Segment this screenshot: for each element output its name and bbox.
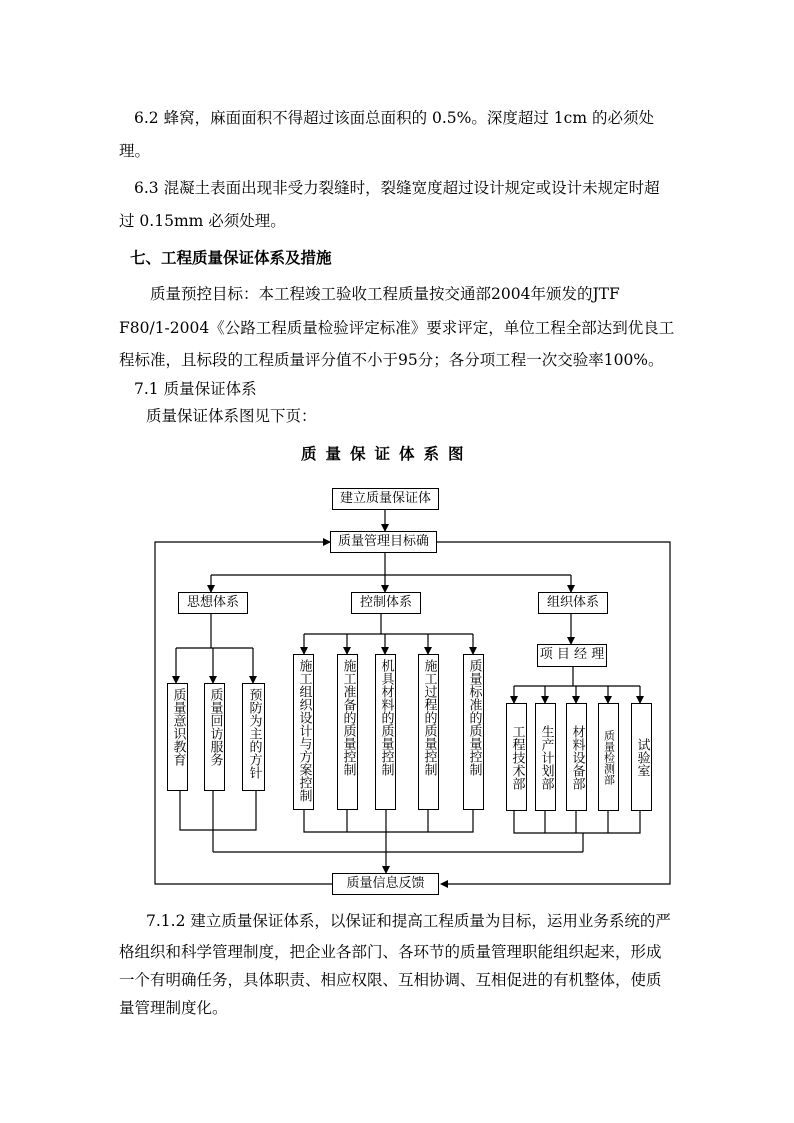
box-org-system: 组织体系 [538,592,608,614]
box-engineering-dept: 工程技术部 [506,703,527,811]
diagram-title: 质量保证体系图 [301,445,473,463]
para-6-3-line2: 过 0.15mm 必须处理。 [119,212,286,230]
box-quality-target: 质量管理目标确 [330,531,437,553]
quality-goal-line1: 质量预控目标：本工程竣工验收工程质量按交通部2004年颁发的JTF [150,285,620,303]
box-quality-return-visit: 质量回访服务 [204,683,225,791]
box-establish-system: 建立质量保证体 [332,488,439,510]
box-material-equipment-dept: 材料设备部 [566,703,587,811]
box-equipment-material-control: 机具材料的质量控制 [375,654,396,810]
box-prevention-first: 预防为主的方针 [242,683,265,791]
box-laboratory: 试验室 [631,703,652,811]
section-7-1-2-line3: 一个有明确任务，具体职责、相应权限、互相协调、互相促进的有机整体，使质 [119,971,662,989]
quality-goal-line2: F80/1-2004《公路工程质量检验评定标准》要求评定，单位工程全部达到优良工 [119,319,675,337]
para-6-2-line2: 理。 [119,142,151,160]
box-construction-process-control: 施工过程的质量控制 [418,654,439,810]
para-6-3-line1: 6.3 混凝土表面出现非受力裂缝时，裂缝宽度超过设计规定或设计未规定时超 [134,179,660,197]
box-construction-prep-control: 施工准备的质量控制 [337,654,358,810]
box-quality-awareness-education: 质量意识教育 [167,683,188,791]
box-production-planning-dept: 生产计划部 [535,703,556,811]
box-thought-system: 思想体系 [178,592,248,614]
box-quality-standard-control: 质量标准的质量控制 [463,654,484,810]
box-quality-inspection-dept: 质量检测部 [598,703,619,811]
section-7-1-2-line2: 格组织和科学管理制度，把企业各部门、各环节的质量管理职能组织起来，形成 [119,943,662,961]
box-construction-design-control: 施工组织设计与方案控制 [293,654,314,810]
para-6-2-line1: 6.2 蜂窝，麻面面积不得超过该面总面积的 0.5%。深度超过 1cm 的必须处 [134,109,654,127]
section-7-1-2-line4: 量管理制度化。 [119,999,228,1017]
section-7-1-2-line1: 7.1.2 建立质量保证体系，以保证和提高工程质量为目标，运用业务系统的严 [146,912,671,930]
section-7-1-intro: 质量保证体系图见下页： [146,407,317,425]
quality-goal-line3: 程标准，且标段的工程质量评分值不小于95分；各分项工程一次交验率100%。 [119,351,664,369]
box-project-manager: 项 目 经 理 [537,644,607,667]
box-control-system: 控制体系 [351,592,421,614]
section-7-1-heading: 7.1 质量保证体系 [134,380,257,398]
section-7-heading: 七、工程质量保证体系及措施 [130,249,332,267]
box-quality-feedback: 质量信息反馈 [332,873,439,895]
